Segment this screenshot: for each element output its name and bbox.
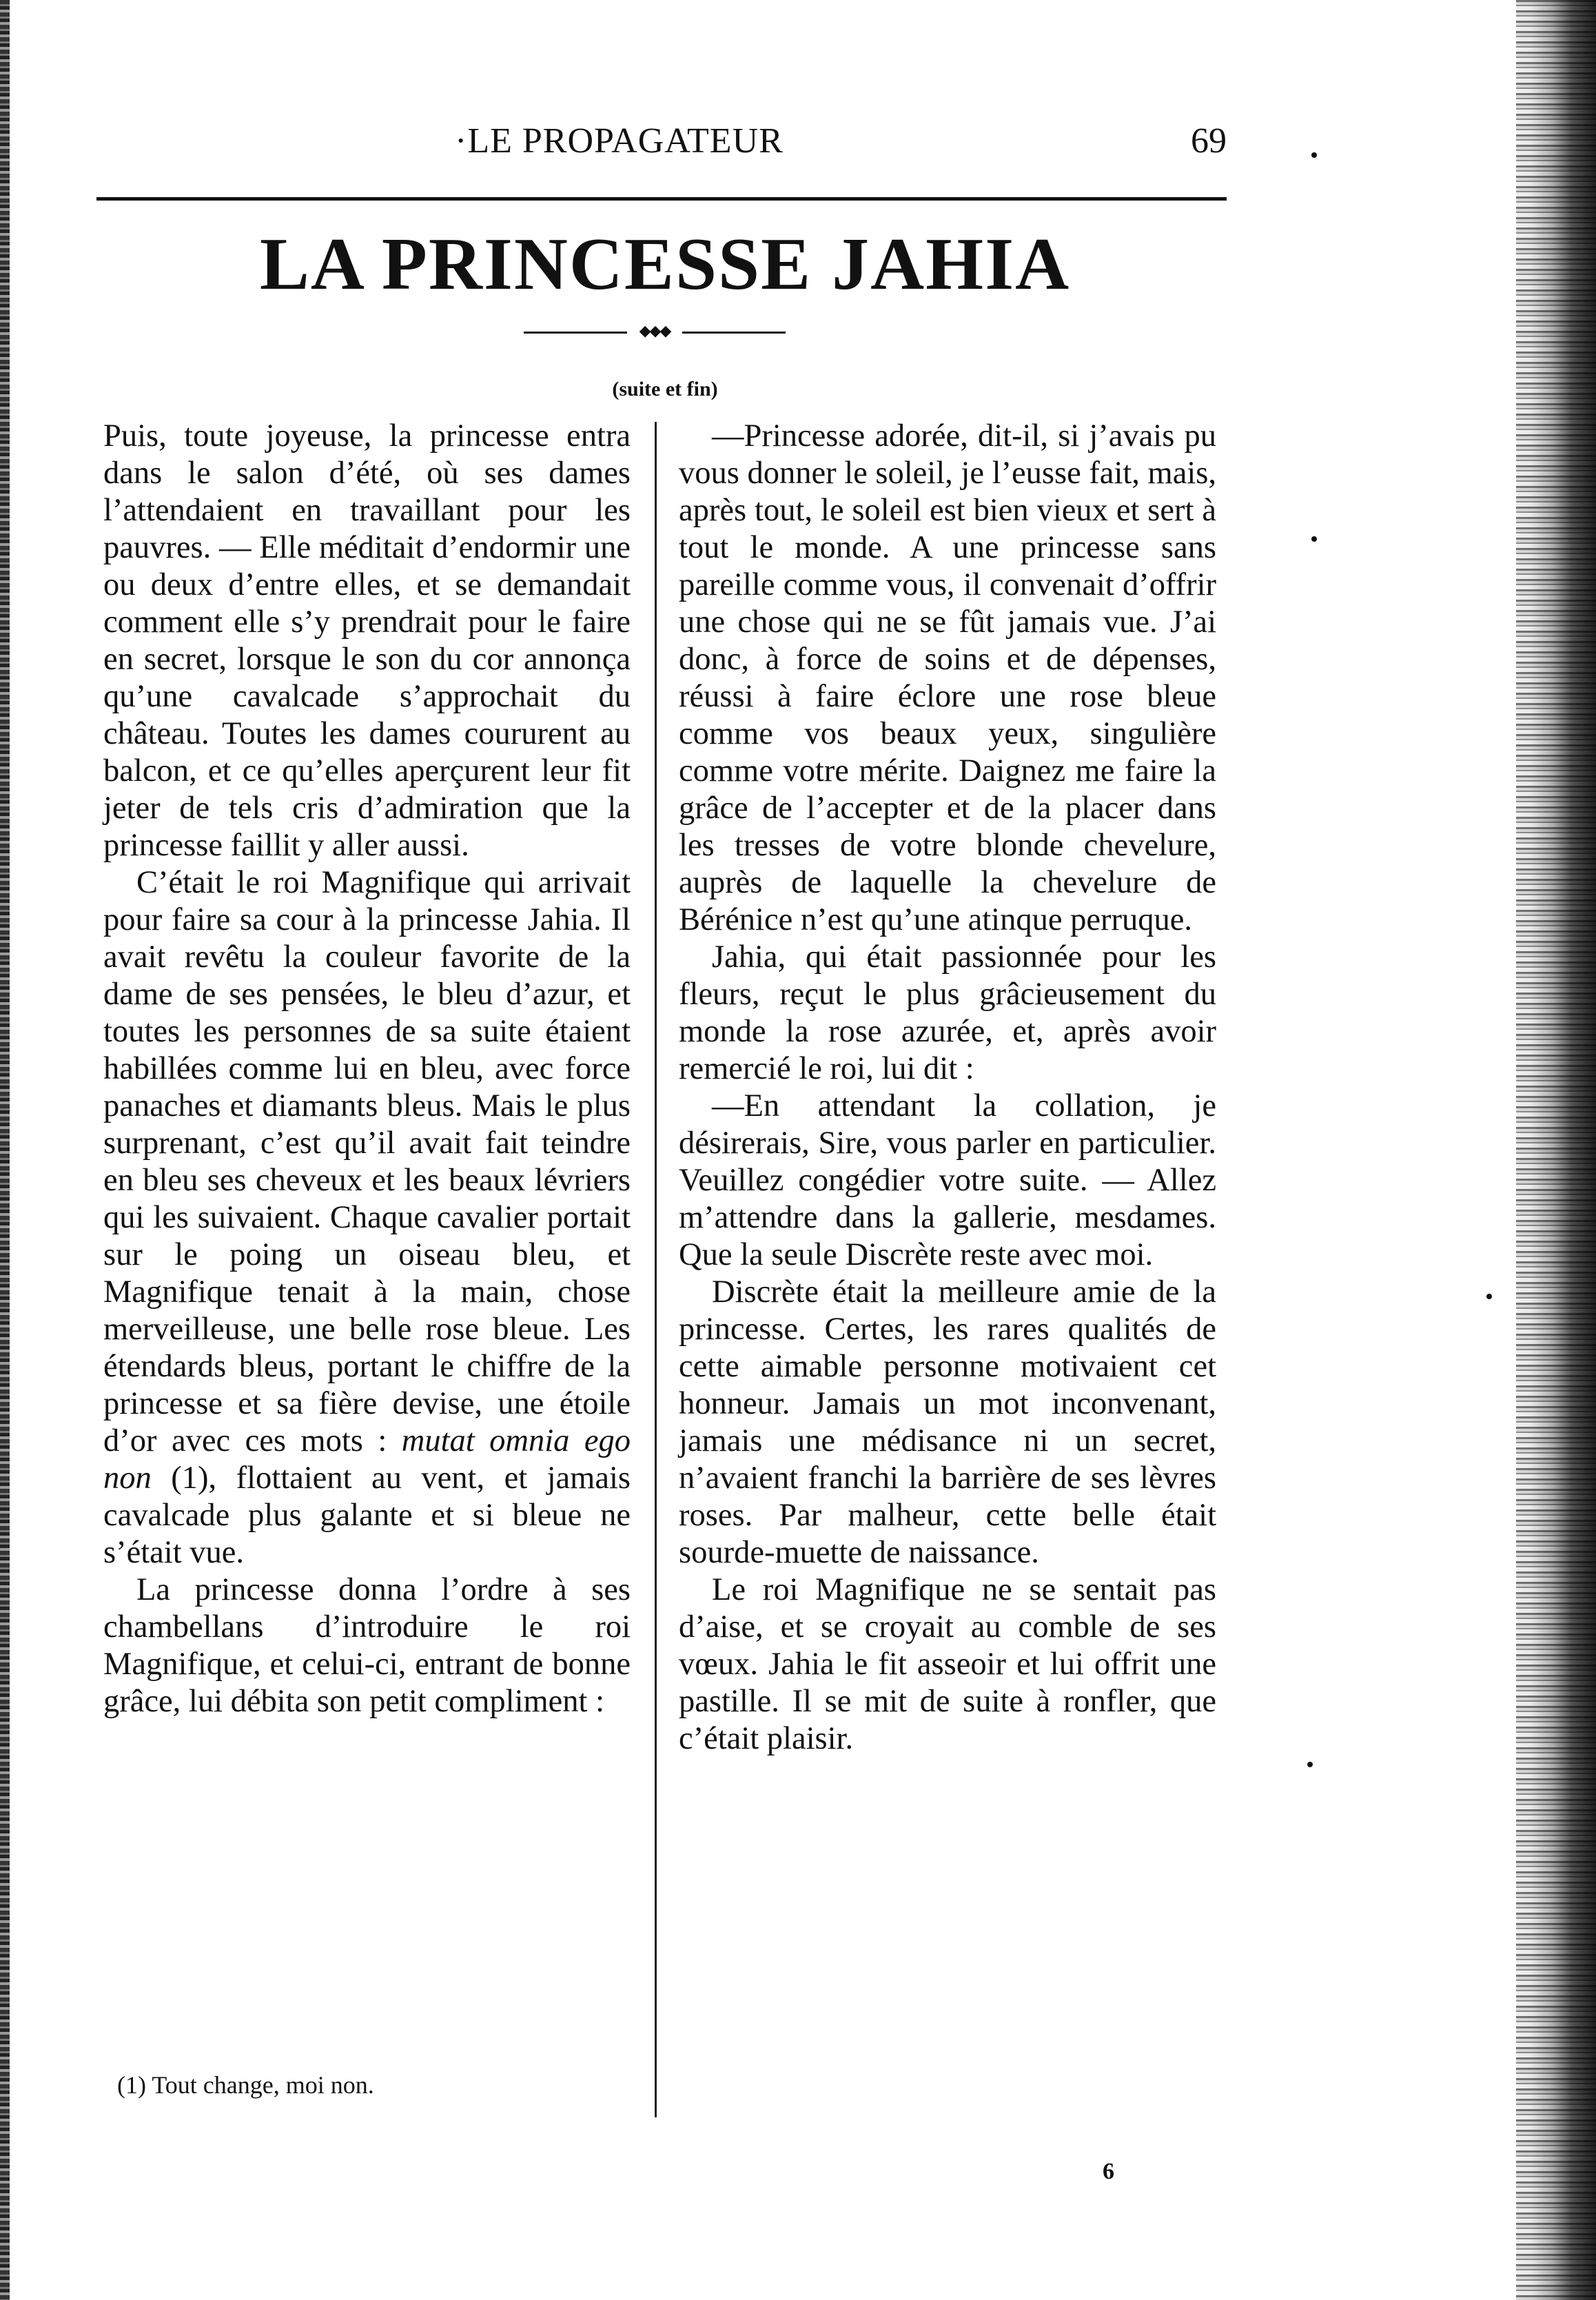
article-subtitle: (suite et fin) <box>612 378 718 400</box>
left-page-edge <box>0 0 10 2300</box>
latin-motto: mutat omnia ego non <box>103 1423 631 1496</box>
signature-mark: 6 <box>1103 2159 1114 2184</box>
footnote-ref: (1) <box>171 1461 209 1496</box>
left-column <box>103 418 631 1720</box>
title-ornament <box>524 323 786 340</box>
paragraph-text: , flottaient au vent, et jamais cavalcade plus galante et si bleue ne s’était vue. <box>103 1461 631 1570</box>
paragraph: La princesse donna l’ordre à ses chambellans d’introduire le roi Magnifique, et celui-ci, entrant de bonne grâce, lui débita son petit compliment : <box>103 1572 631 1719</box>
page-number: 69 <box>1191 121 1227 161</box>
paragraph: Puis, toute joyeuse, la princesse entra dans le salon d’été, où ses dames l’attendaient en travaillant pour les pauvres. — Elle méditait d’endormir une ou deux d’entre elles, et se demandait comment elle s’y prendrait pour le faire en secret, lorsque le son du cor annonça qu’une cavalcade s’approchait du château. Toutes les dames coururent au balcon, et ce qu’elles aperçurent leur fit jeter de tels cris d’admiration que la princesse faillit y aller aussi. <box>103 418 631 863</box>
right-column <box>679 418 1216 1758</box>
ornament-line-left <box>524 332 627 334</box>
ink-speck <box>1486 1294 1492 1299</box>
column-divider <box>655 422 657 2117</box>
paragraph: —Princesse adorée, dit-il, si j’avais pu vous donner le soleil, je l’eusse fait, mais, après tout, le soleil est bien vieux et sert à tout le monde. A une princesse sans pareille comme vous, il convenait d’offrir une chose qui ne se fût jamais vue. J’ai donc, à force de soins et de dépenses, réussi à faire éclore une rose bleue comme vos beaux yeux, singulière comme votre mérite. Daignez me faire la grâce de l’accepter et de la placer dans les tresses de votre blonde chevelure, auprès de laquelle la chevelure de Bérénice n’est qu’une atinque perruque. <box>679 418 1216 937</box>
paragraph: —En attendant la collation, je désirerais, Sire, vous parler en particulier. Veuillez congédier votre suite. — Allez m’attendre dans la gallerie, mesdames. Que la seule Discrète reste avec moi. <box>679 1088 1216 1272</box>
header-rule <box>96 197 1227 201</box>
paragraph <box>103 864 631 1571</box>
ink-speck <box>1307 1762 1313 1767</box>
right-page-edge <box>1516 0 1596 2300</box>
article-title: LA PRINCESSE JAHIA <box>259 223 1071 305</box>
ink-speck <box>1311 152 1317 158</box>
ornament-diamonds: ◆◆◆ <box>639 323 671 340</box>
paragraph: Le roi Magnifique ne se sentait pas d’aise, et se croyait au comble de ses vœux. Jahia le fit asseoir et lui offrit une pastille. Il se mit de suite à ronfler, que c’était plaisir. <box>679 1572 1216 1756</box>
ink-speck <box>1311 536 1317 542</box>
paragraph: Discrète était la meilleure amie de la princesse. Certes, les rares qualités de cette aimable personne motivaient cet honneur. Jamais un mot inconvenant, jamais une médisance ni un secret, n’avaient franchi la barrière de ses lèvres roses. Par malheur, cette belle était sourde-muette de naissance. <box>679 1274 1216 1570</box>
paragraph-text: C’était le roi Magnifique qui arrivait pour faire sa cour à la princesse Jahia. Il avait revêtu la couleur favorite de la dame de ses pensées, le bleu d’azur, et toutes les personnes de sa suite étaient habillées comme lui en bleu, avec force panaches et diamants bleus. Mais le plus surprenant, c’est qu’il avait fait teindre en bleu ses cheveux et les beaux lévriers qui les suivaient. Chaque cavalier portait sur le poing un oiseau bleu, et Magnifique tenait à la main, chose merveilleuse, une belle rose bleue. Les étendards bleus, portant le chiffre de la princesse et sa fière devise, une étoile d’or avec ces mots : <box>103 865 631 1458</box>
ornament-line-right <box>682 332 786 334</box>
running-header <box>103 121 1227 176</box>
running-title: ·LE PROPAGATEUR <box>455 121 784 161</box>
paragraph: Jahia, qui était passionnée pour les fleurs, reçut le plus grâcieusement du monde la rose azurée, et, après avoir remercié le roi, lui dit : <box>679 939 1216 1086</box>
footnote: (1) Tout change, moi non. <box>117 2071 374 2099</box>
